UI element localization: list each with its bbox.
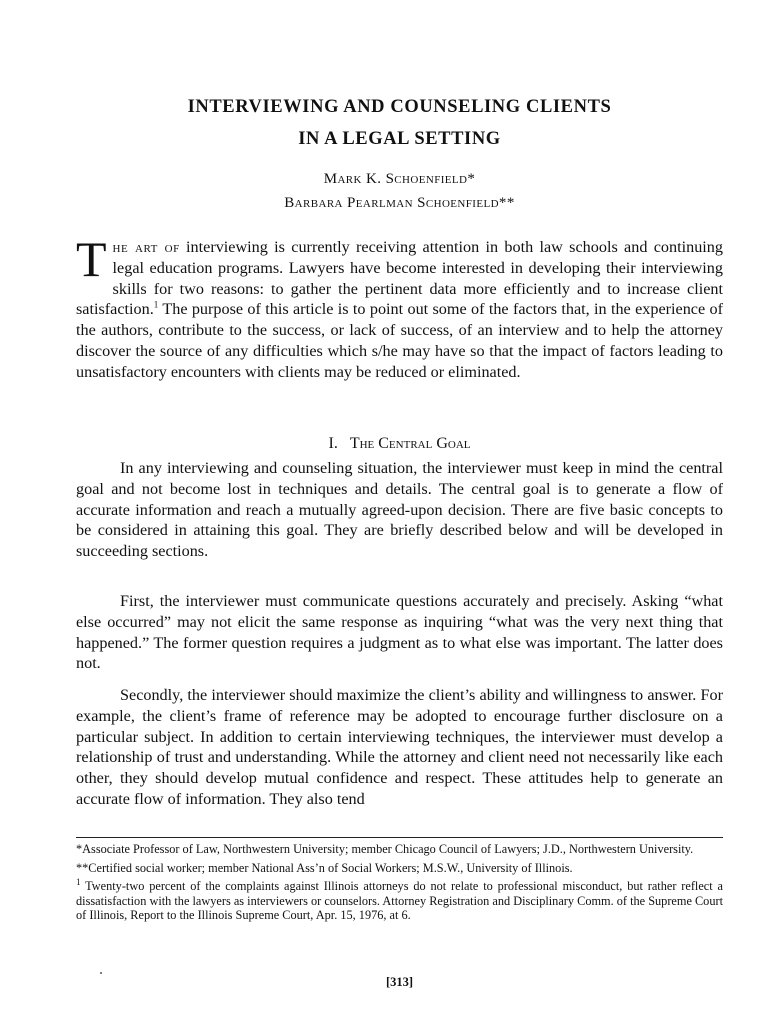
intro-text-1: interviewing is currently receiving attention in both law schools and continuing legal education programs. Lawyers have become interested in developing their interviewing skills for two reasons: to gather the pertinent data more efficiently and to increase client satisfaction. [76, 238, 723, 319]
footnote-1 [76, 879, 723, 923]
footnote-ref-1: 1 [153, 300, 159, 310]
footnote-author-1: *Associate Professor of Law, Northwestern University; member Chicago Council of Lawyers; J.D., Northwestern University. [76, 842, 694, 856]
title-line-1: INTERVIEWING AND COUNSELING CLIENTS [187, 97, 612, 117]
author-second: Barbara Pearlman Schoenfield** [284, 195, 515, 211]
paragraph-2: First, the interviewer must communicate questions accurately and precisely. Asking “what else occurred” may not elicit the same response as inquiring “what was the very next thing that happened.” The former question requires a judgment as to what else was important. The latter does not. [76, 592, 723, 673]
intro-text-2: The purpose of this article is to point out some of the factors that, in the experience of the authors, contribute to the success, or lack of success, of an interview and to help the attorney discover the source of any difficulties which s/he may have so that the impact of factors leading to unsatisfactory encounters with clients may be reduced or eliminated. [76, 300, 723, 381]
section-title: The Central Goal [349, 435, 471, 452]
intro-paragraph [76, 231, 723, 383]
footnote-author-2: **Certified social worker; member National Ass’n of Social Workers; M.S.W., University of Illinois. [76, 860, 573, 875]
footnote-divider [76, 837, 723, 838]
section-heading [76, 435, 723, 453]
title-line-2: IN A LEGAL SETTING [298, 129, 501, 149]
footnote-1-mark: 1 [76, 877, 81, 888]
drop-cap: T [76, 231, 107, 287]
footnotes [76, 842, 723, 927]
paragraph-1: In any interviewing and counseling situation, the interviewer must keep in mind the central goal and not become lost in techniques and details. The central goal is to generate a flow of accurate information and reach a mutually agreed-upon decision. There are five basic concepts to be considered in attaining this goal. They are briefly described below and will be developed in succeeding sections. [76, 459, 723, 561]
paragraph-3: Secondly, the interviewer should maximize the client’s ability and willingness to answer. For example, the client’s frame of reference may be adopted to encourage further disclosure on a particular subject. In addition to certain interviewing techniques, the interviewer must develop a relationship of trust and understanding. While the attorney and client need not necessarily like each other, they should develop mutual confidence and respect. These attitudes help to generate an accurate flow of information. They also tend [76, 686, 723, 808]
author-first: Mark K. Schoenfield* [323, 171, 476, 187]
footnote-1-text: Twenty-two percent of the complaints against Illinois attorneys do not relate to professional misconduct, but rather reflect a dissatisfaction with the lawyers as interviewers or counselors. Attorney Registration and Disciplinary Comm. of the Supreme Court of Illinois, Report to the Illinois Supreme Court, Apr. 15, 1976, at 6. [76, 879, 723, 923]
scan-speck [100, 972, 102, 974]
paper-page [76, 0, 723, 1024]
intro-lead: he art of [112, 238, 180, 256]
page-number: [313] [385, 975, 414, 989]
article-title [76, 91, 723, 155]
section-numeral: I. [328, 435, 338, 452]
